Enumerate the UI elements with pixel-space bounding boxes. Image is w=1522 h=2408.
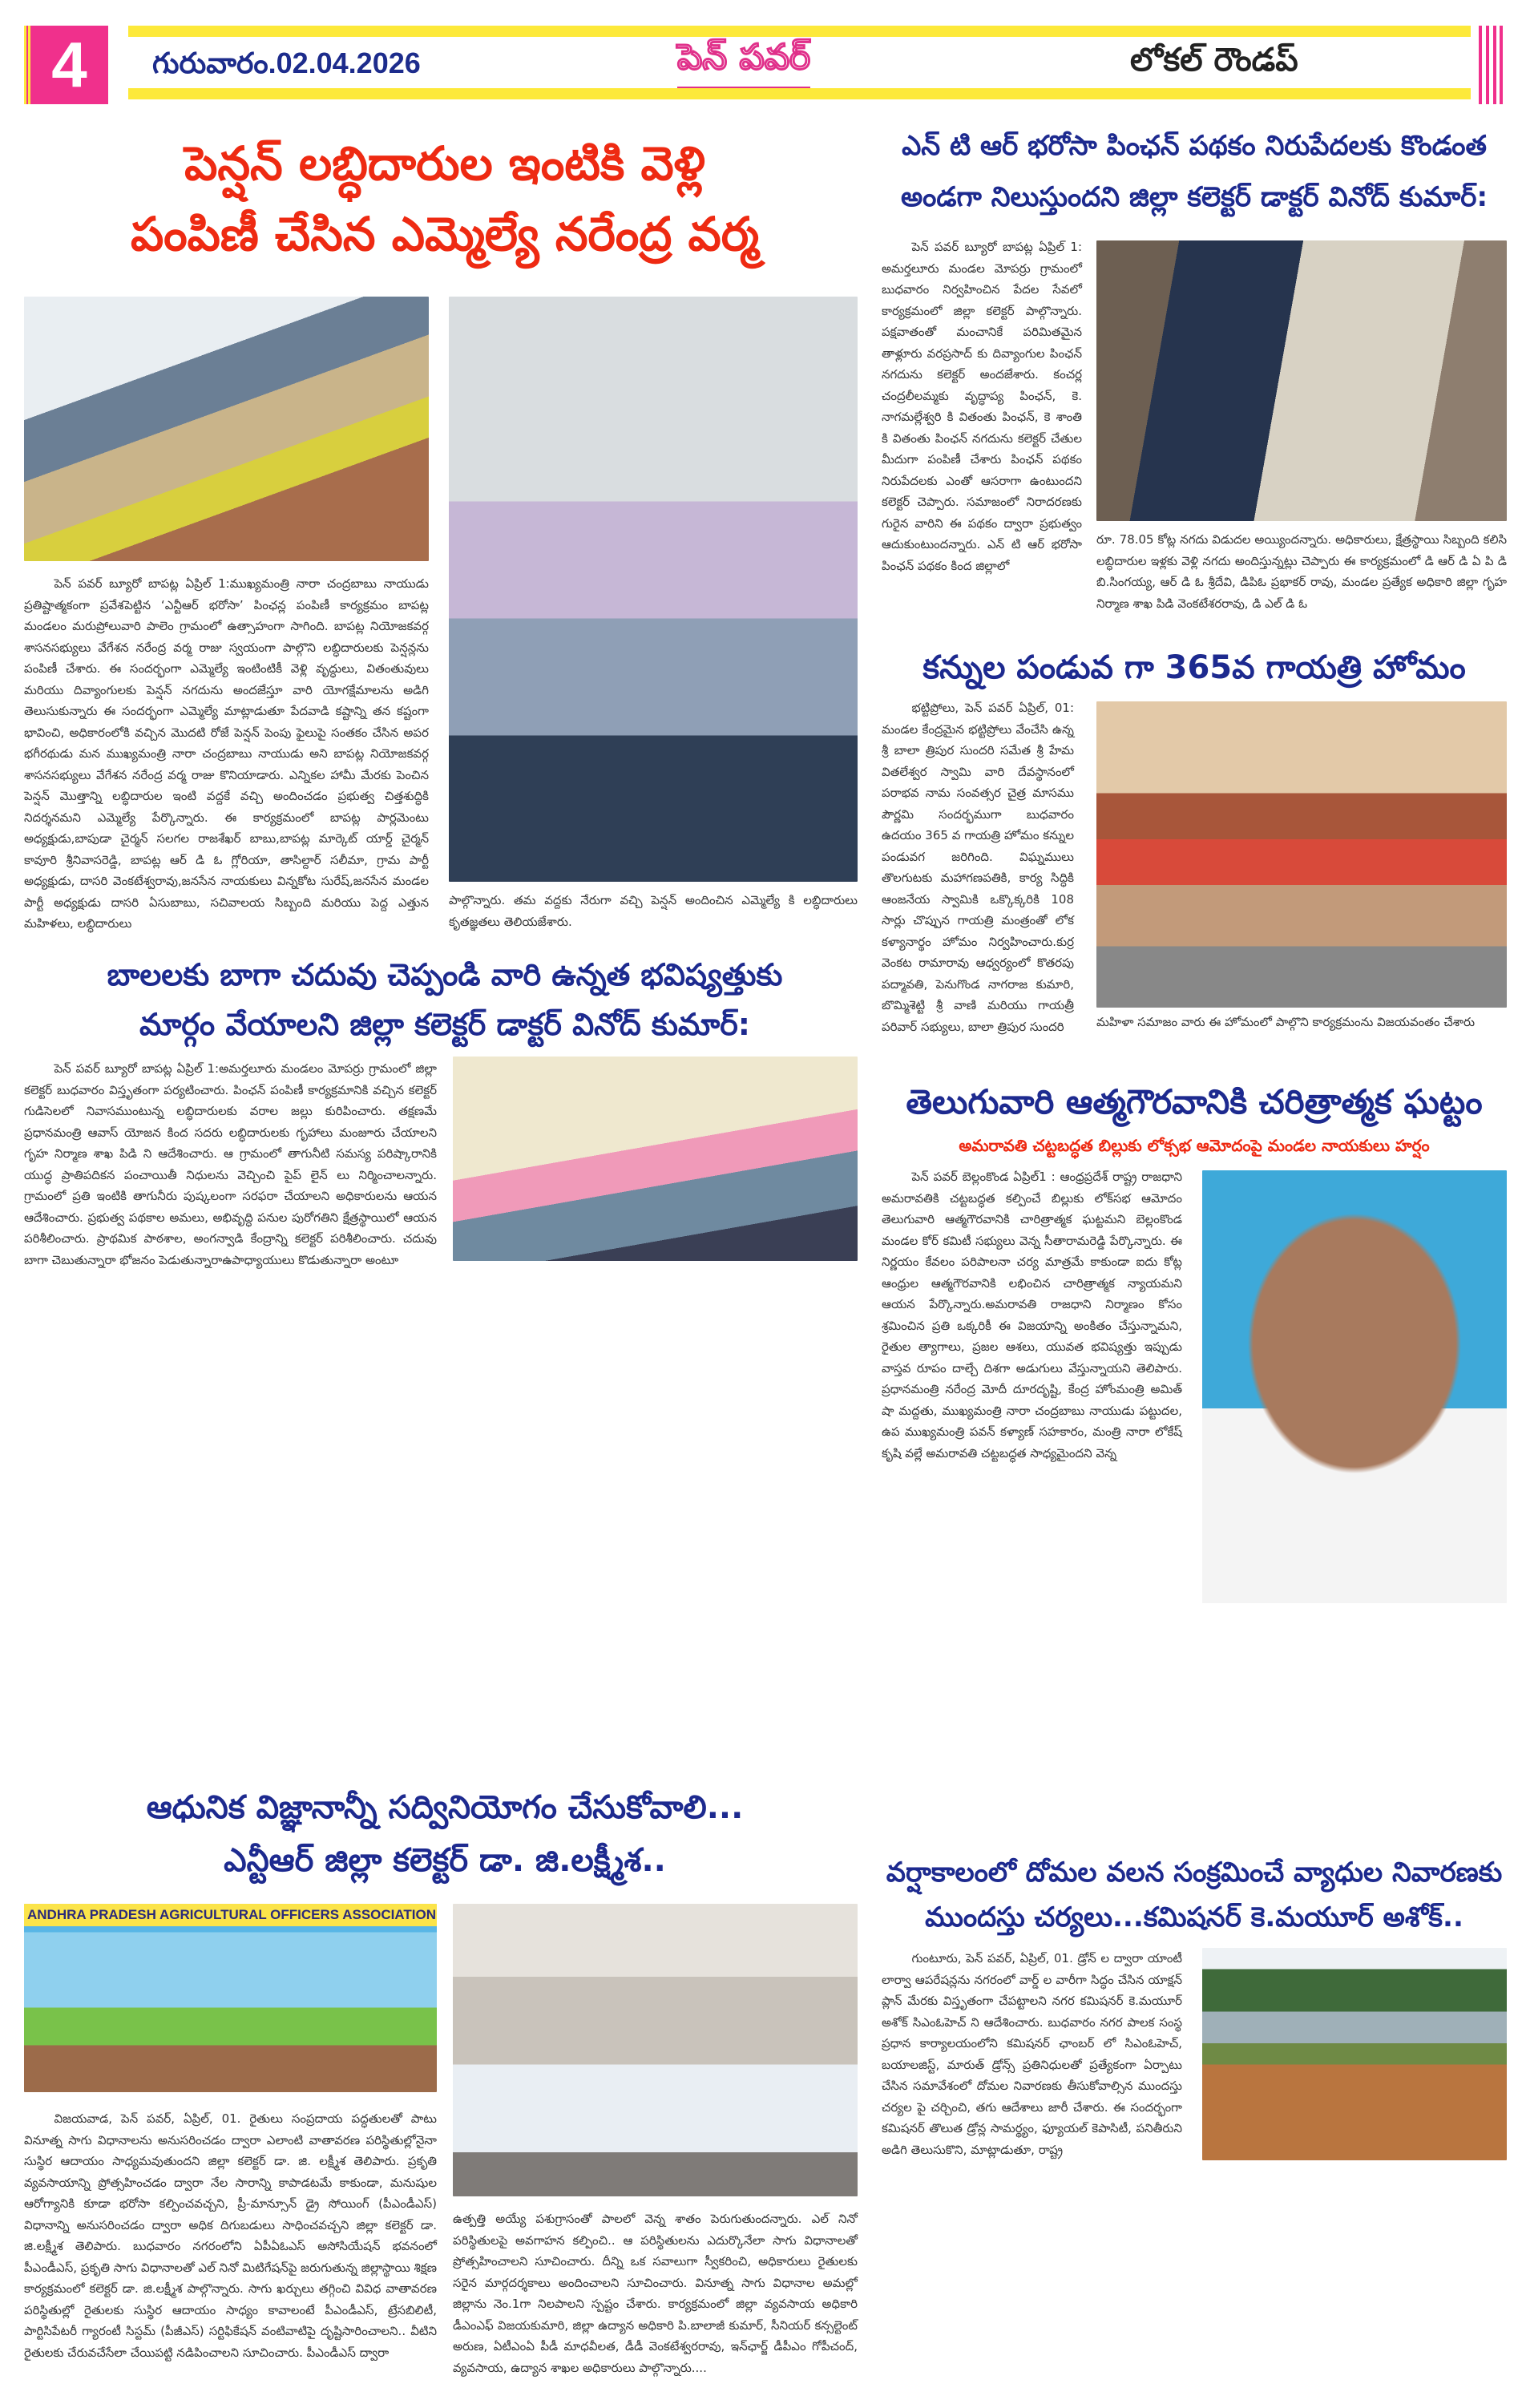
banner-text: ANDHRA PRADESH AGRICULTURAL OFFICERS ASSOCIATION: [24, 1904, 437, 1926]
headline-amaravati: [882, 1076, 1507, 1129]
article-text: పెన్ పవర్ బ్యూరో బాపట్ల ఏప్రిల్ 1:అమర్తలూరు మండలం మోపర్రు గ్రామంలో జిల్లా కలెక్టర్ బుధవారం విస్తృతంగా పర్యటించారు. పింఛన్ పంపిణీ కార్యక్రమానికి వచ్చిన కలెక్టర్ గుడిసెలలో నివాసముంటున్న లబ్ధిదారులకు వరాల జల్లు కురిపించారు. తక్షణమే ప్రధానమంత్రి ఆవాస్ యోజన కింద సదరు లబ్ధిదారులకు గృహాలు మంజూరు చేయాలని గృహ నిర్మాణ శాఖ పిడి ని ఆదేశించారు. ఆ గ్రామంలో తాగునీటి సమస్య పరిష్కారానికి యుద్ధ ప్రాతిపదికన పంచాయితీ నిధులను వెచ్చించి పైప్ లైన్ లు నిర్మించాలన్నారు. గ్రామంలో ప్రతి ఇంటికి తాగునీరు పుష్కలంగా సరఫరా చేయాలని అధికారులను ఆయన ఆదేశించారు. ప్రభుత్వ పథకాల అమలు, అభివృద్ధి పనుల పురోగతిని క్షేత్రస్థాయిలో ఆయన పరిశీలించారు. ప్రాథమిక పాఠశాల, అంగన్వాడి కేంద్రాన్ని కలెక్టర్ పరిశీలించారు. చదువు బాగా చెబుతున్నారా భోజనం పెడుతున్నారాఉపాధ్యాయులు కొడుతున్నారా అంటూ: [24, 1061, 437, 1267]
headline-education-collector: [24, 950, 866, 1049]
article-continuation: [453, 2208, 858, 2378]
edition-date: గురువారం.02.04.2026: [152, 46, 421, 79]
photo-drone: [1202, 1948, 1507, 2160]
headline-line: బాలలకు బాగా చదువు చెప్పండి వారి ఉన్నత భవిష్యత్తుకు: [107, 957, 783, 992]
headline-line: పంపిణీ చేసిన ఎమ్మెల్యే నరేంద్ర వర్మ: [131, 207, 759, 261]
article-text: గుంటూరు, పెన్ పవర్, ఏప్రిల్, 01. డ్రోన్ ల ద్వారా యాంటీ లార్వా ఆపరేషన్లను నగరంలో వార్డ్ ల వారీగా సిద్ధం చేసిన యాక్షన్ ప్లాన్ మేరకు విస్తృతంగా చేపట్టాలని నగర కమిషనర్ కె.మయూర్ అశోక్ సిఎంఓహెచ్ ని ఆదేశించారు. బుధవారం నగర పాలక సంస్థ ప్రధాన కార్యాలయంలోని కమిషనర్ ఛాంబర్ లో సిఎంఓహెచ్, బయాలజిస్ట్, మారుత్ డ్రోన్స్ ప్రతినిధులతో ప్రత్యేకంగా ఏర్పాటు చేసిన సమావేశంలో దోమల నివారణకు తీసుకోవాల్సిన ముందస్తు చర్యల పై చర్చించి, తగు ఆదేశాలు జారీ చేశారు. ఈ సందర్భంగా కమిషనర్ తొలుత డ్రోన్ల సామర్థ్యం, ఫ్యూయల్ కెపాసిటీ, పనితీరుని అడిగి తెలుసుకొని, మాట్లాడుతూ, రాష్ట్ర: [882, 1951, 1182, 2157]
headline-line: ఆధునిక విజ్ఞానాన్నీ సద్వినియోగం చేసుకోవాలి...: [146, 1789, 744, 1826]
photo-mla-visit: [24, 297, 429, 561]
article-text: పెన్ పవర్ బ్యూరో బాపట్ల ఏప్రిల్ 1: అమర్తలూరు మండల మోపర్రు గ్రామంలో బుధవారం నిర్వహించిన పేదల సేవలో కార్యక్రమంలో జిల్లా కలెక్టర్ పాల్గొన్నారు. పక్షవాతంతో మంచానికే పరిమితమైన తాళ్లూరు వరప్రసాద్ కు దివ్యాంగుల పింఛన్ నగదును కలెక్టర్ అందజేశారు. కంచర్ల చంద్రలీలమ్మకు వృద్ధాప్య పింఛన్, కె. నాగమల్లేశ్వరి కి వితంతు పింఛన్, కె శాంతి కి వితంతు పింఛన్ నగదును కలెక్టర్ చేతుల మీదుగా పంపిణీ చేశారు పింఛన్ పథకం నిరుపేదలకు ఎంతో ఆసరాగా ఉంటుందని కలెక్టర్ చెప్పారు. సమాజంలో నిరాదరణకు గురైన వారిని ఈ పథకం ద్వారా ప్రభుత్వం ఆదుకుంటుందన్నారు. ఎన్ టి ఆర్ భరోసా పింఛన్ పథకం కింద జిల్లాలో: [882, 240, 1082, 573]
headline-ntr-bharosa: [882, 120, 1507, 223]
subheadline-amaravati: అమరావతి చట్టబద్ధత బిల్లుకు లోక్సభ ఆమోదంపై మండల నాయకులు హర్షం: [959, 1136, 1430, 1155]
article-continuation: [1096, 529, 1507, 614]
headline-gayatri-homam: [882, 644, 1507, 692]
article-body: [882, 1948, 1182, 2160]
article-continuation: [1096, 1012, 1507, 1033]
photo-training-audience: [453, 1904, 858, 2196]
article-body: [24, 1058, 437, 1271]
headline-line: అండగా నిలుస్తుందని జిల్లా కలెక్టర్ డాక్టర్ వినోద్ కుమార్:: [900, 181, 1488, 213]
article-body: [24, 2108, 437, 2363]
headline-mosquito-prevention: [882, 1850, 1507, 1940]
article-body: [882, 697, 1074, 1037]
section-title: లోకల్ రౌండప్: [1130, 42, 1298, 79]
yellow-band-bottom: [128, 88, 1471, 99]
photo-homam: [1096, 701, 1507, 1008]
article-text: పెన్ పవర్ బెల్లంకొండ ఏప్రిల్1 : ఆంధ్రప్రదేశ్ రాష్ట్ర రాజధాని అమరావతికి చట్టబద్ధత కల్పించే బిల్లుకు లోక్‌సభ ఆమోదం తెలుగువారి ఆత్మగౌరవానికి చారిత్రాత్మక ఘట్టమని బెల్లంకొండ మండల కోర్ కమిటీ సభ్యులు వెన్న సీతారామరెడ్డి పేర్కొన్నారు. ఈ నిర్ణయం కేవలం పరిపాలనా చర్య మాత్రమే కాకుండా ఐదు కోట్ల ఆంధ్రుల ఆత్మగౌరవానికి లభించిన చారిత్రాత్మక న్యాయమని ఆయన పేర్కొన్నారు.అమరావతి రాజధాని నిర్మాణం కోసం శ్రమించిన ప్రతి ఒక్కరికీ ఈ విజయాన్ని అంకితం చేస్తున్నామని, రైతుల త్యాగాలు, ప్రజల ఆశలు, యువత భవిష్యత్తు ఇప్పుడు వాస్తవ రూపం దాల్చే దిశగా అడుగులు వేస్తున్నాయని తెలిపారు. ప్రధానమంత్రి నరేంద్ర మోదీ దూరదృష్టి, కేంద్ర హోంమంత్రి అమిత్ షా మద్దతు, ముఖ్యమంత్రి నారా చంద్రబాబు నాయుడు పట్టుదల, ఉప ముఖ్యమంత్రి పవన్ కళ్యాణ్ సహకారం, మంత్రి నారా లోకేష్ కృషి వల్లే అమరావతి చట్టబద్ధత సాధ్యమైందని వెన్న: [882, 1170, 1182, 1461]
photo-school-visit: [453, 1057, 858, 1261]
article-body: [882, 1166, 1182, 1464]
headline-line: ముందస్తు చర్యలు...కమిషనర్ కె.మయూర్ అశోక్..: [925, 1901, 1463, 1933]
headline-line: మార్గం వేయాలని జిల్లా కలెక్టర్ డాక్టర్ వినోద్ కుమార్:: [139, 1007, 750, 1042]
article-continuation: [449, 890, 858, 932]
article-text: పెన్ పవర్ బ్యూరో బాపట్ల ఏప్రిల్ 1:ముఖ్యమంత్రి నారా చంద్రబాబు నాయుడు ప్రతిష్టాత్మకంగా ప్రవేశపెట్టిన ‘ఎన్టీఆర్ భరోసా’ పింఛన్ల పంపిణీ కార్యక్రమం బాపట్ల మండలం మరుప్రోలువారి పాలెం గ్రామంలో ఉత్సాహంగా సాగింది. బాపట్ల నియోజకవర్గ శాసనసభ్యులు వేగేశన నరేంద్ర వర్మ రాజు స్వయంగా పాల్గొని లబ్ధిదారులకు పెన్షన్లను పంపిణీ చేశారు. ఈ సందర్భంగా ఎమ్మెల్యే ఇంటింటికీ వెళ్లి వృద్ధులు, వితంతువులు మరియు దివ్యాంగులకు పెన్షన్ నగదును అందజేస్తూ వారి యోగక్షేమాలను అడిగి తెలుసుకున్నారు ఈ సందర్భంగా ఎమ్మెల్యే మాట్లాడుతూ పేదవాడి కష్టాన్ని తన కష్టంగా భావించి, అధికారంలోకి వచ్చిన మొదటి రోజే పెన్షన్ పెంపు ఫైలుపై సంతకం చేసిన అపర భగీరథుడు మన ముఖ్యమంత్రి నారా చంద్రబాబు నాయుడు అని బాపట్ల నియోజకవర్గ శాసనసభ్యులు వేగేశన నరేంద్ర వర్మ రాజు కొనియాడారు. ఎన్నికల హామీ మేరకు పెంచిన పెన్షన్ మొత్తాన్ని లబ్ధిదారుల ఇంటి వద్దకే వచ్చి అందించడం ప్రభుత్వ చిత్తశుద్ధికి నిదర్శనమని ఎమ్మెల్యే పేర్కొన్నారు. ఈ కార్యక్రమంలో బాపట్ల పార్లమెంటు అధ్యక్షుడు,బాపుడా చైర్మన్ సలగల రాజశేఖర్ బాబు,బాపట్ల మార్కెట్ యార్డ్ చైర్మన్ కావూరి శ్రీనివాసరెడ్డి, బాపట్ల ఆర్ డి ఓ గ్లోరియా, తాసిల్దార్ సలీమా, గ్రామ పార్టీ అధ్యక్షుడు, దాసరి వెంకటేశ్వరావు,జనసేన నాయకులు విన్నకోట సురేష్,జనసేన మండల పార్టీ అధ్యక్షుడు దాసరి ఏసుబాబు, సచివాలయ సిబ్బంది మరియు పెద్ద ఎత్తున మహిళలు, లబ్ధిదారులు: [24, 576, 429, 931]
headline-line: ఎన్ టి ఆర్ భరోసా పింఛన్ పథకం నిరుపేదలకు కొండంత: [902, 130, 1487, 162]
article-text: విజయవాడ, పెన్ పవర్, ఏప్రిల్, 01. రైతులు సంప్రదాయ పద్ధతులతో పాటు వినూత్న సాగు విధానాలను అనుసరించడం ద్వారా ఎలాంటి వాతావరణ పరిస్థితుల్లోనైనా సుస్థిర ఆదాయం సాధ్యమవుతుందని జిల్లా కలెక్టర్ డా. జి. లక్ష్మీశ తెలిపారు. ప్రకృతి వ్యవసాయాన్ని ప్రోత్సహించడం ద్వారా నేల సారాన్ని కాపాడటమే కాకుండా, మనుషుల ఆరోగ్యానికి కూడా భరోసా కల్పించవచ్చని, ప్రీ-మాన్సూన్ డ్రై సోయింగ్ (పీఎండీఎస్) విధానాన్ని అనుసరించడం ద్వారా అధిక దిగుబడులు సాధించవచ్చని జిల్లా కలెక్టర్ డా. జి.లక్ష్మీశ తెలిపారు. బుధవారం నగరంలోని ఏపీఏఓఎస్ అసోసియేషన్ భవనంలో పీఎండీఎస్, ప్రకృతి సాగు విధానాలతో ఎల్ నినో మిటిగేషన్‌పై జరుగుతున్న జిల్లాస్థాయి శిక్షణ కార్యక్రమంలో కలెక్టర్ డా. జి.లక్ష్మీశ పాల్గొన్నారు. సాగు ఖర్చులు తగ్గించి వివిధ వాతావరణ పరిస్థితుల్లో రైతులకు సుస్థిర ఆదాయం సాధ్యం కావాలంటే పీఎండీఎస్, ట్రేసబిలిటీ, పార్టిసిపేటరీ గ్యారంటీ సిస్టమ్ (పీజీఎస్) సర్టిఫికేషన్ వంటివాటిపై దృష్టిసారించాలని.. వీటిని రైతులకు చేరువచేసేలా చేయిపట్టి నడిపించాలని సూచించారు. పీఎండీఎస్ ద్వారా: [24, 2111, 437, 2360]
headline-line: ఎన్టీఆర్ జిల్లా కలెక్టర్ డా. జి.లక్ష్మీశ..: [224, 1842, 666, 1879]
photo-collector-pension: [1096, 240, 1507, 521]
headline-line: తెలుగువారి ఆత్మగౌరవానికి చరిత్రాత్మక ఘట్టం: [906, 1082, 1483, 1121]
photo-pension-handover: [449, 297, 858, 882]
stripe-decoration: [1479, 26, 1503, 104]
article-text: ఉత్పత్తి అయ్యే పశుగ్రాసంతో పాలలో వెన్న శాతం పెరుగుతుందన్నారు. ఎల్ నినో పరిస్థితులపై అవగాహన కల్పించి.. ఆ పరిస్థితులను ఎదుర్కొనేలా సాగు విధానాలతో ప్రోత్సహించాలని సూచించారు. దీన్ని ఒక సవాలుగా స్వీకరించి, అధికారులు రైతులకు సరైన మార్గదర్శకాలు అందించాలని సూచించారు. వినూత్న సాగు విధానాల అమల్లో జిల్లాను నెం.1గా నిలపాలని స్పష్టం చేశారు. కార్యక్రమంలో జిల్లా వ్యవసాయ అధికారి డీఎంఎఫ్ విజయకుమారి, జిల్లా ఉద్యాన అధికారి పి.బాలాజీ కుమార్, సీనియర్ కన్సల్టెంట్ అరుణ, ఏటీఎంఏ పీడీ మాధవీలత, డీడీ వెంకటేశ్వరరావు, ఇన్‌ఛార్జ్ డీపీఎం గోపీచంద్, వ్యవసాయ, ఉద్యాన శాఖల అధికారులు పాల్గొన్నారు....: [453, 2212, 858, 2375]
headline-modern-science: [24, 1781, 866, 1887]
masthead-logo: పెన్ పవర్: [677, 37, 810, 88]
headline-pension-distribution: [24, 128, 866, 269]
masthead-band: [24, 26, 1503, 104]
headline-line: పెన్షన్ లబ్ధిదారుల ఇంటికి వెళ్లి: [184, 136, 705, 191]
yellow-band-top: [128, 26, 1471, 37]
article-body: [882, 236, 1082, 576]
article-text: భట్టిప్రోలు, పెన్ పవర్ ఏప్రిల్, 01: మండల కేంద్రమైన భట్టిప్రోలు వేంచేసి ఉన్న శ్రీ బాలా త్రిపుర సుందరి సమేత శ్రీ హేమ వితలేశ్వర స్వామి వారి దేవస్థానంలో పరాభవ నామ సంవత్సర చైత్ర మాసము పౌర్ణమి సందర్భముగా బుధవారం ఉదయం 365 వ గాయత్రి హోమం కన్నుల పండువగ జరిగింది. విఘ్నములు తొలగుటకు మహాగణపతికి, కార్య సిద్ధికి ఆంజనేయ స్వామికి ఒక్కొక్కరికి 108 సార్లు చొప్పున గాయత్రి మంత్రంతో లోక కళ్యానార్థం హోమం నిర్వహించారు.కుర్ర వెంకట రామారావు ఆధ్వర్యంలో కొతరపు పద్మావతి, పెనుగొండ నాగరాజ కుమారి, బొమ్మిశెట్టి శ్రీ వాణి మరియు గాయత్రీ పరివార్ సభ్యులు, బాలా త్రిపుర సుందరి: [882, 701, 1074, 1034]
article-text: పాల్గొన్నారు. తమ వద్దకు నేరుగా వచ్చి పెన్షన్ అందించిన ఎమ్మెల్యే కి లబ్ధిదారులు కృతజ్ఞతలు తెలియజేశారు.: [449, 893, 858, 929]
headline-line: కన్నుల పండువ గా 365వ గాయత్రి హోమం: [922, 649, 1466, 686]
headline-line: వర్షాకాలంలో దోమల వలన సంక్రమించే వ్యాధుల నివారణకు: [886, 1857, 1503, 1889]
photo-portrait: [1202, 1170, 1507, 1603]
photo-training-stage: [24, 1904, 437, 2092]
article-body: [24, 573, 429, 935]
article-text: రూ. 78.05 కోట్ల నగదు విడుదల అయ్యిందన్నారు. అధికారులు, క్షేత్రస్థాయి సిబ్బంది కలిసి లబ్ధిదారుల ఇళ్లకు వెళ్లి నగదు అందిస్తున్నట్లు చెప్పారు ఈ కార్యక్రమంలో డి ఆర్ డి ఏ పి డి బి.సింగయ్య, ఆర్ డి ఓ శ్రీదేవి, డిపిఓ ప్రభాకర్ రావు, మండల ప్రత్యేక అధికారి జిల్లా గృహ నిర్మాణ శాఖ పిడి వెంకటేశరరావు, డి ఎల్ డి ఓ: [1096, 532, 1507, 611]
page-number: 4: [24, 26, 108, 104]
article-text: మహిళా సమాజం వారు ఈ హోమంలో పాల్గొని కార్యక్రమంను విజయవంతం చేశారు: [1096, 1015, 1476, 1029]
